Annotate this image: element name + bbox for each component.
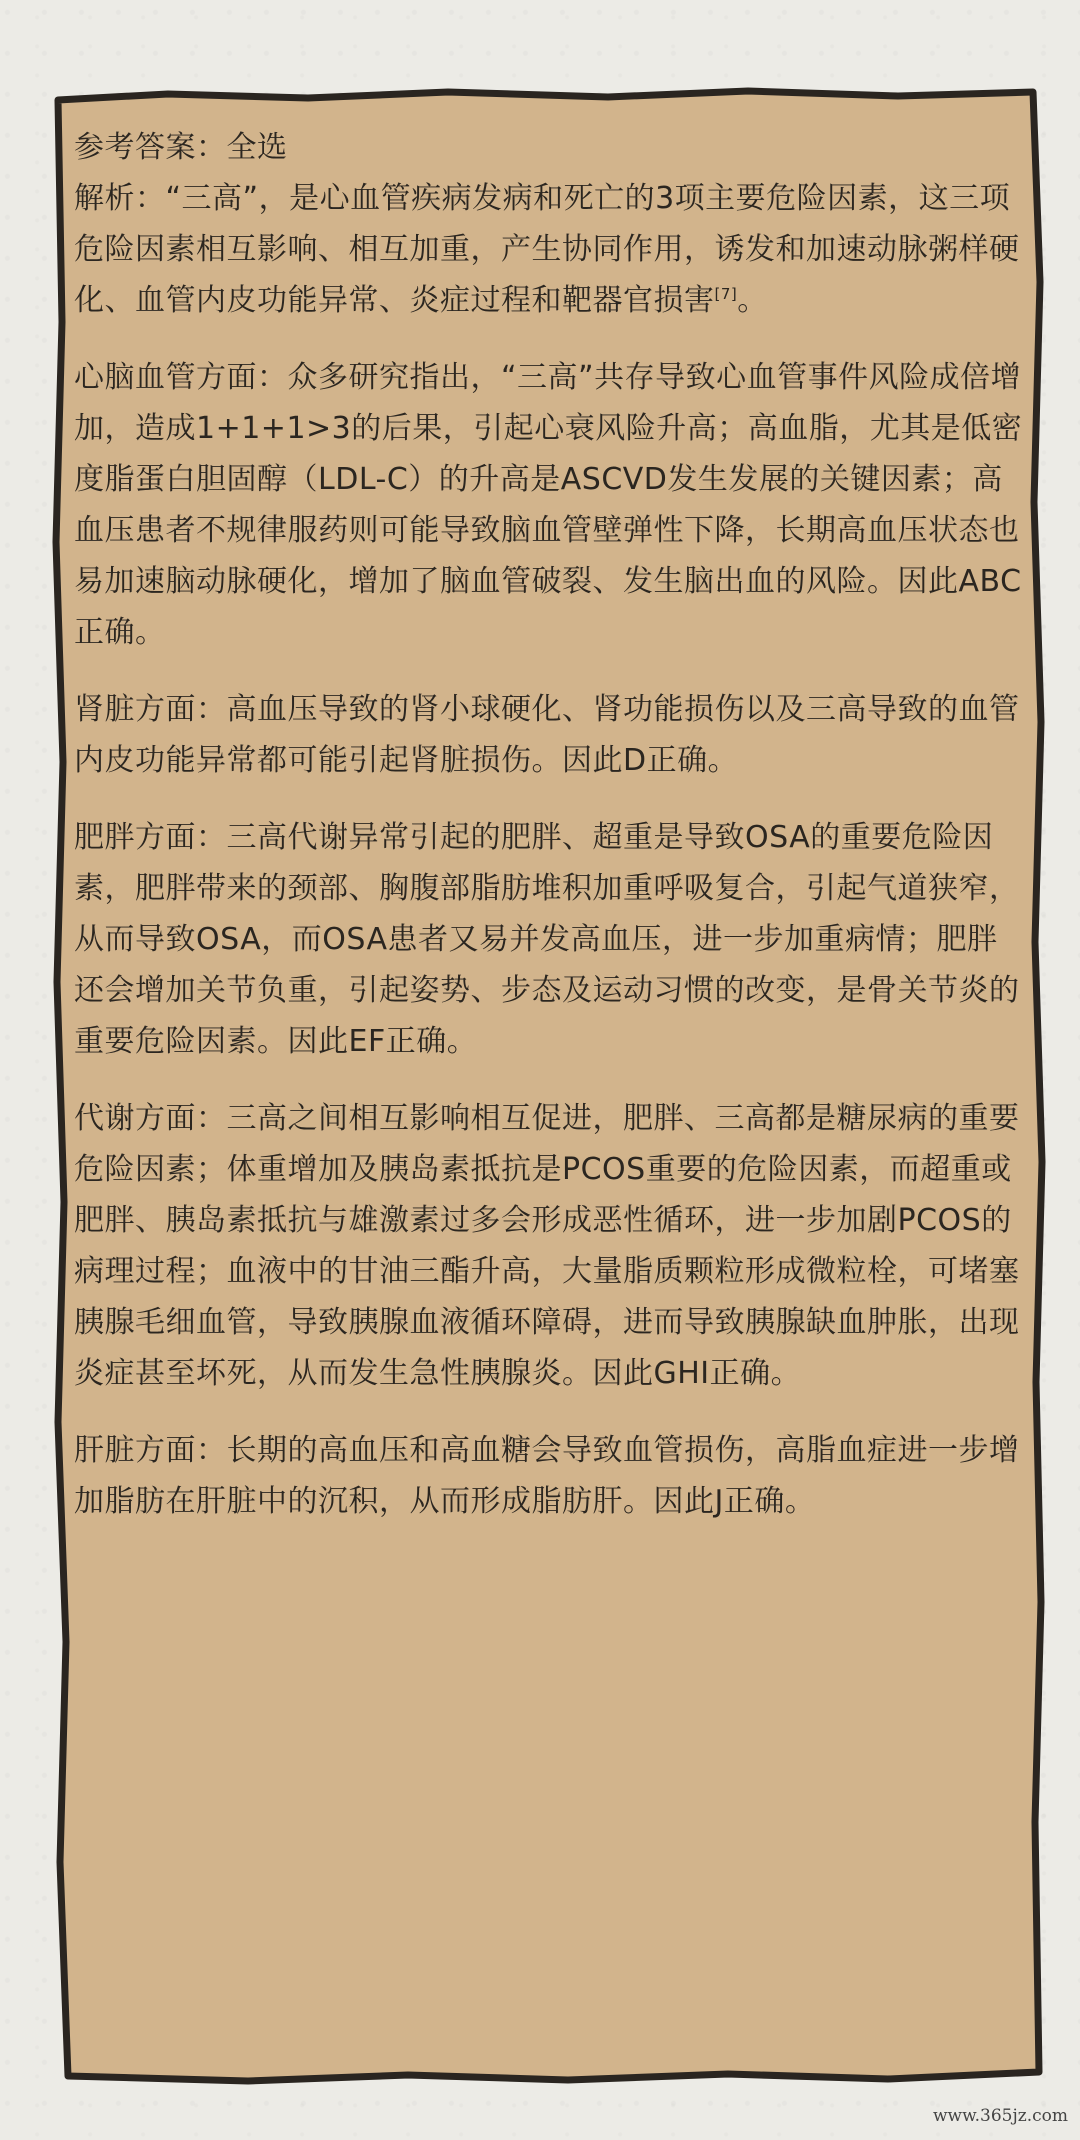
analysis-text: 解析：“三高”，是心血管疾病发病和死亡的3项主要危险因素，这三项危险因素相互影响、相互加重，产生协同作用，诱发和加速动脉粥样硬化、血管内皮功能异常、炎症过程和靶器官损害 xyxy=(74,181,1020,318)
watermark: www.365jz.com xyxy=(933,2106,1068,2126)
cardio-paragraph: 心脑血管方面：众多研究指出，“三高”共存导致心血管事件风险成倍增加，造成1+1+1>3的后果，引起心衰风险升高；高血脂，尤其是低密度脂蛋白胆固醇（LDL-C）的升高是ASCVD发生发展的关键因素；高血压患者不规律服药则可能导致脑血管壁弹性下降，长期高血压状态也易加速脑动脉硬化，增加了脑血管破裂、发生脑出血的风险。因此ABC正确。 xyxy=(74,360,1023,650)
liver-paragraph: 肝脏方面：长期的高血压和高血糖会导致血管损伤，高脂血症进一步增加脂肪在肝脏中的沉积，从而形成脂肪肝。因此J正确。 xyxy=(74,1433,1020,1519)
citation-ref: [7] xyxy=(714,285,738,303)
card-content xyxy=(74,122,1024,1527)
kidney-paragraph: 肾脏方面：高血压导致的肾小球硬化、肾功能损伤以及三高导致的血管内皮功能异常都可能引起肾脏损伤。因此D正确。 xyxy=(74,692,1020,778)
analysis-paragraph xyxy=(74,173,1024,326)
metabolism-paragraph: 代谢方面：三高之间相互影响相互促进，肥胖、三高都是糖尿病的重要危险因素；体重增加及胰岛素抵抗是PCOS重要的危险因素，而超重或肥胖、胰岛素抵抗与雄激素过多会形成恶性循环，进一步加剧PCOS的病理过程；血液中的甘油三酯升高，大量脂质颗粒形成微粒栓，可堵塞胰腺毛细血管，导致胰腺血液循环障碍，进而导致胰腺缺血肿胀，出现炎症甚至坏死，从而发生急性胰腺炎。因此GHI正确。 xyxy=(74,1101,1020,1391)
obesity-paragraph: 肥胖方面：三高代谢异常引起的肥胖、超重是导致OSA的重要危险因素，肥胖带来的颈部、胸腹部脂肪堆积加重呼吸复合，引起气道狭窄，从而导致OSA，而OSA患者又易并发高血压，进一步加重病情；肥胖还会增加关节负重，引起姿势、步态及运动习惯的改变，是骨关节炎的重要危险因素。因此EF正确。 xyxy=(74,820,1020,1059)
answer-line: 参考答案：全选 xyxy=(74,130,288,165)
answer-card xyxy=(48,82,1048,2090)
analysis-text-end: 。 xyxy=(737,283,768,318)
